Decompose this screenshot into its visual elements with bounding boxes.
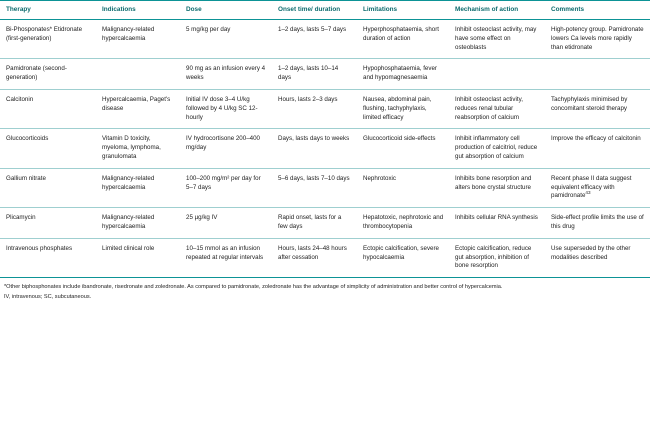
cell-indications: Malignancy-related hypercalcaemia	[96, 208, 180, 239]
column-header-mechanism: Mechanism of action	[449, 1, 545, 20]
cell-dose: 5 mg/kg per day	[180, 20, 272, 59]
comments-text: Recent phase II data suggest equivalent efficacy with pamidronate	[551, 174, 632, 200]
column-header-indications: Indications	[96, 1, 180, 20]
cell-mechanism	[449, 59, 545, 90]
cell-onset: Days, lasts days to weeks	[272, 129, 357, 168]
cell-indications	[96, 59, 180, 90]
cell-indications: Malignancy-related hypercalcaemia	[96, 20, 180, 59]
cell-dose: 25 µg/kg IV	[180, 208, 272, 239]
cell-mechanism: Ectopic calcification, reduce gut absorption, inhibition of bone resorption	[449, 238, 545, 277]
cell-limitations: Nausea, abdominal pain, flushing, tachyphylaxis, limited efficacy	[357, 89, 449, 128]
column-header-limitations: Limitations	[357, 1, 449, 20]
cell-dose: Initial IV dose 3–4 U/kg followed by 4 U/kg SC 12-hourly	[180, 89, 272, 128]
table-row	[0, 208, 650, 239]
cell-limitations: Hepatotoxic, nephrotoxic and thrombocytopenia	[357, 208, 449, 239]
cell-comments: Side-effect profile limits the use of this drug	[545, 208, 650, 239]
column-header-onset-duration: Onset time/ duration	[272, 1, 357, 20]
cell-dose: 100–200 mg/m² per day for 5–7 days	[180, 168, 272, 207]
cell-indications: Limited clinical role	[96, 238, 180, 277]
column-header-dose: Dose	[180, 1, 272, 20]
footnote-biphosphonates: *Other biphosphonates include ibandronate, risedronate and zoledronate. As compared to pamidronate, zoledronate has the advantage of simplicity of administration and better control of hypercalcemia.	[4, 284, 503, 291]
table-row	[0, 59, 650, 90]
cell-limitations: Ectopic calcification, severe hypocalcaemia	[357, 238, 449, 277]
table-row	[0, 168, 650, 207]
cell-therapy: Calcitonin	[0, 89, 96, 128]
cell-limitations: Hyperphosphataemia, short duration of action	[357, 20, 449, 59]
cell-comments: High-potency group. Pamidronate lowers Ca levels more rapidly than etidronate	[545, 20, 650, 59]
cell-mechanism: Inhibits cellular RNA synthesis	[449, 208, 545, 239]
cell-comments: Improve the efficacy of calcitonin	[545, 129, 650, 168]
cell-therapy: Bi-Phosponates* Etidronate (first-generation)	[0, 20, 96, 59]
cell-comments	[545, 168, 650, 207]
cell-onset: 1–2 days, lasts 10–14 days	[272, 59, 357, 90]
cell-therapy: Intravenous phosphates	[0, 238, 96, 277]
table-footnotes	[0, 278, 650, 301]
cell-onset: 5–6 days, lasts 7–10 days	[272, 168, 357, 207]
cell-limitations: Hypophosphataemia, fever and hypomagnesaemia	[357, 59, 449, 90]
table-row	[0, 129, 650, 168]
cell-indications: Vitamin D toxicity, myeloma, lymphoma, granulomata	[96, 129, 180, 168]
cell-indications: Malignancy-related hypercalcaemia	[96, 168, 180, 207]
table-row	[0, 89, 650, 128]
cell-onset: Hours, lasts 24–48 hours after cessation	[272, 238, 357, 277]
cell-dose: IV hydrocortisone 200–400 mg/day	[180, 129, 272, 168]
cell-comments	[545, 59, 650, 90]
footnote-abbreviations: IV, intravenous; SC, subcutaneous.	[4, 293, 92, 300]
cell-therapy: Plicamycin	[0, 208, 96, 239]
citation-superscript: 43	[585, 190, 591, 196]
cell-dose: 10–15 mmol as an infusion repeated at regular intervals	[180, 238, 272, 277]
cell-dose: 90 mg as an infusion every 4 weeks	[180, 59, 272, 90]
column-header-therapy: Therapy	[0, 1, 96, 20]
cell-therapy: Gallium nitrate	[0, 168, 96, 207]
cell-therapy: Glucocorticoids	[0, 129, 96, 168]
cell-limitations: Glucocorticoid side-effects	[357, 129, 449, 168]
table-header-row	[0, 1, 650, 20]
cell-mechanism: Inhibits bone resorption and alters bone crystal structure	[449, 168, 545, 207]
cell-therapy: Pamidronate (second-generation)	[0, 59, 96, 90]
cell-indications: Hypercalcaemia, Paget's disease	[96, 89, 180, 128]
cell-comments: Tachyphylaxis minimised by concomitant steroid therapy	[545, 89, 650, 128]
cell-mechanism: Inhibit osteoclast activity, reduces renal tubular reabsorption of calcium	[449, 89, 545, 128]
cell-comments: Use superseded by the other modalities described	[545, 238, 650, 277]
cell-mechanism: Inhibit inflammatory cell production of calcitriol, reduce gut absorption of calcium	[449, 129, 545, 168]
cell-onset: Rapid onset, lasts for a few days	[272, 208, 357, 239]
column-header-comments: Comments	[545, 1, 650, 20]
cell-onset: Hours, lasts 2–3 days	[272, 89, 357, 128]
table-row	[0, 20, 650, 59]
table-row	[0, 238, 650, 277]
cell-mechanism: Inhibit osteoclast activity, may have some effect on osteoblasts	[449, 20, 545, 59]
cell-onset: 1–2 days, lasts 5–7 days	[272, 20, 357, 59]
cell-limitations: Nephrotoxic	[357, 168, 449, 207]
